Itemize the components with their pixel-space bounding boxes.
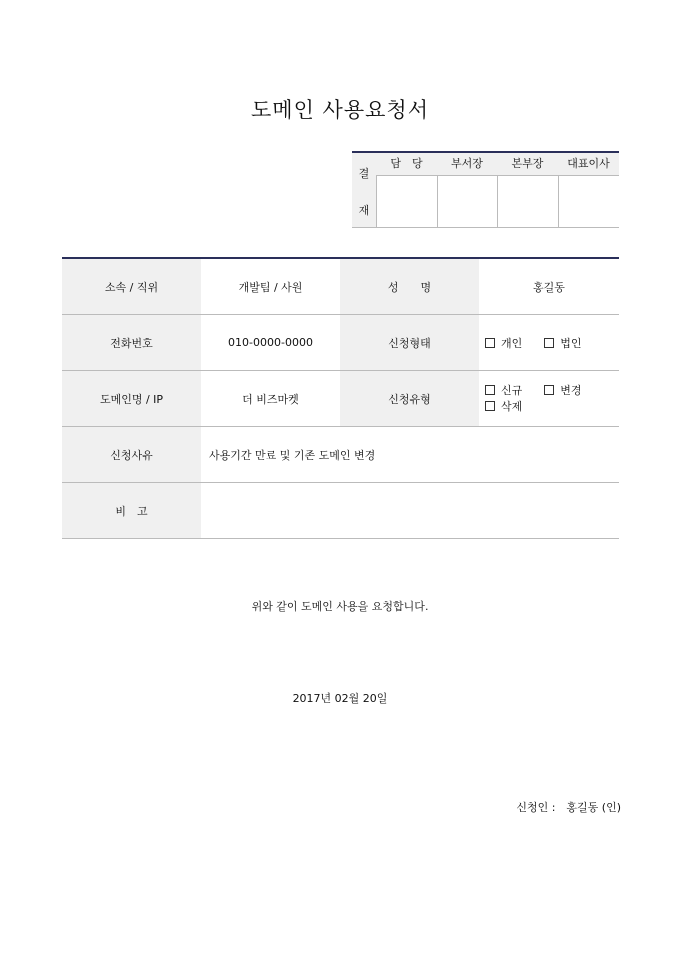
note-value[interactable] bbox=[201, 483, 619, 538]
checkbox-icon[interactable] bbox=[544, 385, 554, 395]
checkbox-icon[interactable] bbox=[485, 338, 495, 348]
approval-head: 담 당 bbox=[376, 153, 437, 176]
checkbox-icon[interactable] bbox=[544, 338, 554, 348]
applicant-signature: 신청인 : 홍길동 (인) bbox=[516, 801, 621, 814]
option-delete[interactable] bbox=[485, 398, 522, 414]
apply-type-options bbox=[479, 371, 619, 426]
approval-col-dept-head bbox=[437, 153, 498, 227]
request-form bbox=[62, 257, 619, 539]
form-row-phone bbox=[62, 315, 619, 371]
reason-label: 신청사유 bbox=[62, 427, 201, 482]
approval-side-bottom: 재 bbox=[358, 204, 370, 217]
domain-value[interactable]: 더 비즈마켓 bbox=[242, 392, 299, 406]
option-corporate[interactable] bbox=[544, 335, 581, 351]
apply-type-label: 신청유형 bbox=[340, 371, 479, 426]
approval-side bbox=[352, 153, 377, 227]
name-value[interactable]: 홍길동 bbox=[533, 280, 565, 294]
option-new[interactable] bbox=[485, 382, 522, 398]
phone-label: 전화번호 bbox=[62, 315, 201, 370]
request-date: 2017년 02월 20일 bbox=[292, 692, 388, 705]
option-label: 법인 bbox=[560, 336, 582, 350]
name-label: 성 명 bbox=[340, 259, 479, 314]
option-personal[interactable] bbox=[485, 335, 522, 351]
option-label: 신규 bbox=[501, 384, 523, 397]
option-label: 변경 bbox=[560, 384, 582, 397]
approval-col-division-head bbox=[497, 153, 559, 227]
checkbox-icon[interactable] bbox=[485, 401, 495, 411]
approval-box bbox=[352, 151, 619, 228]
option-change[interactable] bbox=[544, 382, 581, 398]
apply-form-options bbox=[479, 315, 619, 370]
option-label: 삭제 bbox=[501, 400, 523, 413]
domain-label: 도메인명 / IP bbox=[62, 371, 201, 426]
document-title: 도메인 사용요청서 bbox=[251, 98, 429, 122]
approval-col-manager bbox=[376, 153, 438, 227]
reason-value[interactable]: 사용기간 만료 및 기존 도메인 변경 bbox=[209, 448, 376, 462]
note-label: 비 고 bbox=[62, 483, 201, 538]
option-line bbox=[485, 382, 604, 398]
form-row-domain bbox=[62, 371, 619, 427]
approval-head: 부서장 bbox=[437, 153, 497, 176]
option-label: 개인 bbox=[501, 336, 523, 350]
approval-head: 본부장 bbox=[497, 153, 558, 176]
form-row-affiliation bbox=[62, 259, 619, 315]
affiliation-value[interactable]: 개발팀 / 사원 bbox=[238, 280, 303, 294]
form-row-reason bbox=[62, 427, 619, 483]
approval-head: 대표이사 bbox=[558, 153, 619, 176]
apply-form-label: 신청형태 bbox=[340, 315, 479, 370]
checkbox-icon[interactable] bbox=[485, 385, 495, 395]
approval-side-top: 결 bbox=[358, 167, 370, 180]
request-statement: 위와 같이 도메인 사용을 요청합니다. bbox=[251, 600, 429, 613]
option-line bbox=[485, 398, 544, 414]
approval-col-ceo bbox=[558, 153, 619, 227]
form-row-note bbox=[62, 483, 619, 539]
phone-value[interactable]: 010-0000-0000 bbox=[228, 336, 313, 349]
affiliation-label: 소속 / 직위 bbox=[62, 259, 201, 314]
